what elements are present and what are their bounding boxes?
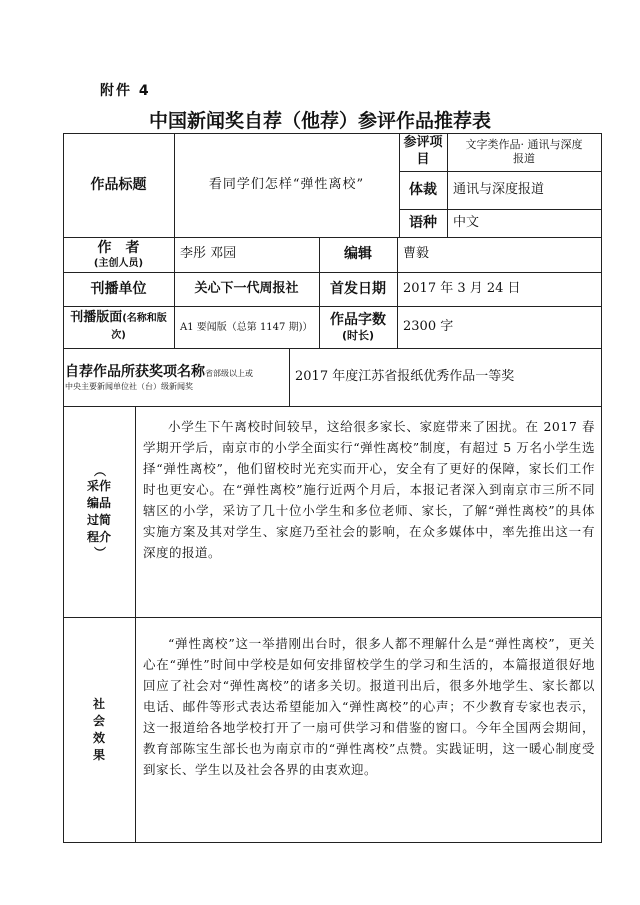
author-value: 李彤 邓园: [180, 246, 237, 262]
paren-close-icon: ︶: [94, 546, 107, 560]
page-value: A1 要闻版（总第 1147 期)）: [180, 321, 313, 333]
effect-text: “弹性离校”这一举措刚出台时，很多人都不理解什么是“弹性离校”，更关心在“弹性”时间中学校是如何安排留校学生的学习和生活的，本篇报道很好地回应了社会对“弹性离校”的诸多关切。报道刊出后，很多外地学生、家长都以电话、邮件等形式表达希望能加入“弹性离校”的心声；不少教育专家也表示，这一报道给各地学校打开了一扇可供学习和借鉴的窗口。今年全国两会期间，教育部陈宝生部长也为南京市的“弹性离校”点赞。实践证明，这一暖心制度受到家长、学生以及社会各界的由衷欢迎。: [143, 636, 595, 777]
work-title-value: 看同学们怎样“弹性离校”: [208, 176, 365, 192]
recommendation-form: [63, 133, 602, 843]
author-label: 作 者: [97, 239, 140, 256]
publisher-label: 刊播单位: [90, 280, 147, 297]
category-label: 参评项目: [403, 135, 443, 167]
effect-label-cell: [63, 617, 135, 842]
editor-value: 曹毅: [403, 246, 430, 262]
word-count-label: 作品字数: [330, 311, 386, 328]
word-count-value: 2300 字: [403, 318, 454, 334]
author-label-cell: [63, 237, 174, 272]
award-note-inline: 省部级以上或: [205, 369, 253, 379]
effect-label: 社会效果: [92, 696, 105, 762]
annex-label: 附件 4: [100, 83, 151, 99]
word-count-label-cell: [319, 306, 397, 348]
grid-line: [63, 406, 602, 407]
award-label-cell: [63, 348, 289, 406]
page-label: 刊播版面: [70, 310, 123, 326]
language-value: 中文: [453, 214, 480, 230]
grid-line: [135, 406, 136, 843]
word-count-sublabel: (时长): [341, 328, 375, 342]
process-label-cell: [63, 406, 135, 617]
process-text: 小学生下午离校时间较早，这给很多家长、家庭带来了困扰。在 2017 春学期开学后，南京市的小学全面实行“弹性离校”制度，有超过 5 万名小学生选择“弹性离校”，他们留校时光充实而开心，安全有了更好的保障，家长们工作时也更安心。在“弹性离校”施行近两个月后，本报记者深入到南京市三所不同辖区的小学，采访了几十位小学生和多位老师、家长，了解“弹性离校”的具体实施方案及其对学生、家庭乃至社会的影响，在众多媒体中，率先推出这一有深度的报道。: [143, 419, 595, 560]
first-date-label: 首发日期: [330, 280, 386, 297]
award-note-line2: 中央主要新闻单位社（台）级新闻奖: [65, 382, 193, 392]
grid-line: [601, 133, 602, 843]
process-label: 采作编品过简程介: [86, 478, 111, 544]
award-value: 2017 年度江苏省报纸优秀作品一等奖: [295, 368, 515, 384]
paren-open-icon: ︵: [94, 464, 107, 478]
first-date-value: 2017 年 3 月 24 日: [403, 280, 521, 296]
publisher-value: 关心下一代周报社: [194, 280, 299, 296]
category-value: 文字类作品· 通讯与深度报道: [465, 137, 583, 165]
grid-line: [63, 842, 602, 843]
page-label-suffix: (名称和版次): [111, 313, 167, 341]
award-label: 自荐作品所获奖项名称: [65, 364, 205, 381]
language-label: 语种: [409, 214, 437, 231]
grid-line: [63, 617, 602, 618]
editor-label: 编辑: [344, 246, 372, 263]
work-title-label: 作品标题: [90, 176, 147, 193]
author-sublabel: (主创人员): [93, 258, 144, 270]
form-title: 中国新闻奖自荐（他荐）参评作品推荐表: [148, 110, 491, 132]
genre-value: 通讯与深度报道: [453, 181, 545, 197]
page-label-cell: [63, 306, 174, 348]
genre-label: 体裁: [409, 181, 437, 198]
